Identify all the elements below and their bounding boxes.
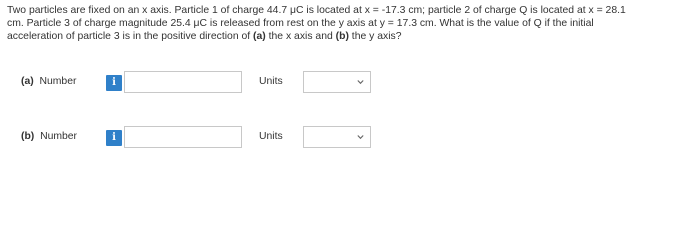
question-line-3-middle: the x axis and xyxy=(265,31,336,43)
part-a-units-select[interactable] xyxy=(303,71,371,93)
part-b-tag: (b) xyxy=(21,131,35,142)
part-a-tag: (a) xyxy=(21,76,34,87)
part-a-label xyxy=(21,76,76,87)
part-a-number-label: Number xyxy=(39,76,77,87)
question-line-3-end: the y axis? xyxy=(348,31,402,43)
info-icon[interactable]: i xyxy=(106,75,122,91)
question-line-3-start: acceleration of particle 3 is in the positive direction of xyxy=(7,31,254,43)
question-line-1: Two particles are fixed on an x axis. Particle 1 of charge 44.7 μC is located at x = -17.3 cm; particle 2 of charge Q is located at x = 28.1 xyxy=(7,5,626,16)
question-line-2: cm. Particle 3 of charge magnitude 25.4 μC is released from rest on the y axis at y = 17.3 cm. What is the value of Q if the initial xyxy=(7,18,594,30)
question-text xyxy=(7,4,693,44)
part-b-units-select[interactable] xyxy=(303,126,371,148)
question-part-b-tag: (b) xyxy=(335,31,349,43)
chevron-down-icon xyxy=(357,79,364,85)
question-line-3 xyxy=(7,30,693,43)
question-part-a-tag: (a) xyxy=(253,31,266,43)
part-b-number-label: Number xyxy=(40,131,78,142)
part-b-number-input[interactable] xyxy=(124,126,242,148)
chevron-down-icon xyxy=(357,134,364,140)
info-icon[interactable]: i xyxy=(106,130,122,146)
part-b-label xyxy=(21,131,77,142)
part-a-number-input[interactable] xyxy=(124,71,242,93)
part-b-units-label: Units xyxy=(259,131,283,142)
part-a-units-label: Units xyxy=(259,76,283,87)
